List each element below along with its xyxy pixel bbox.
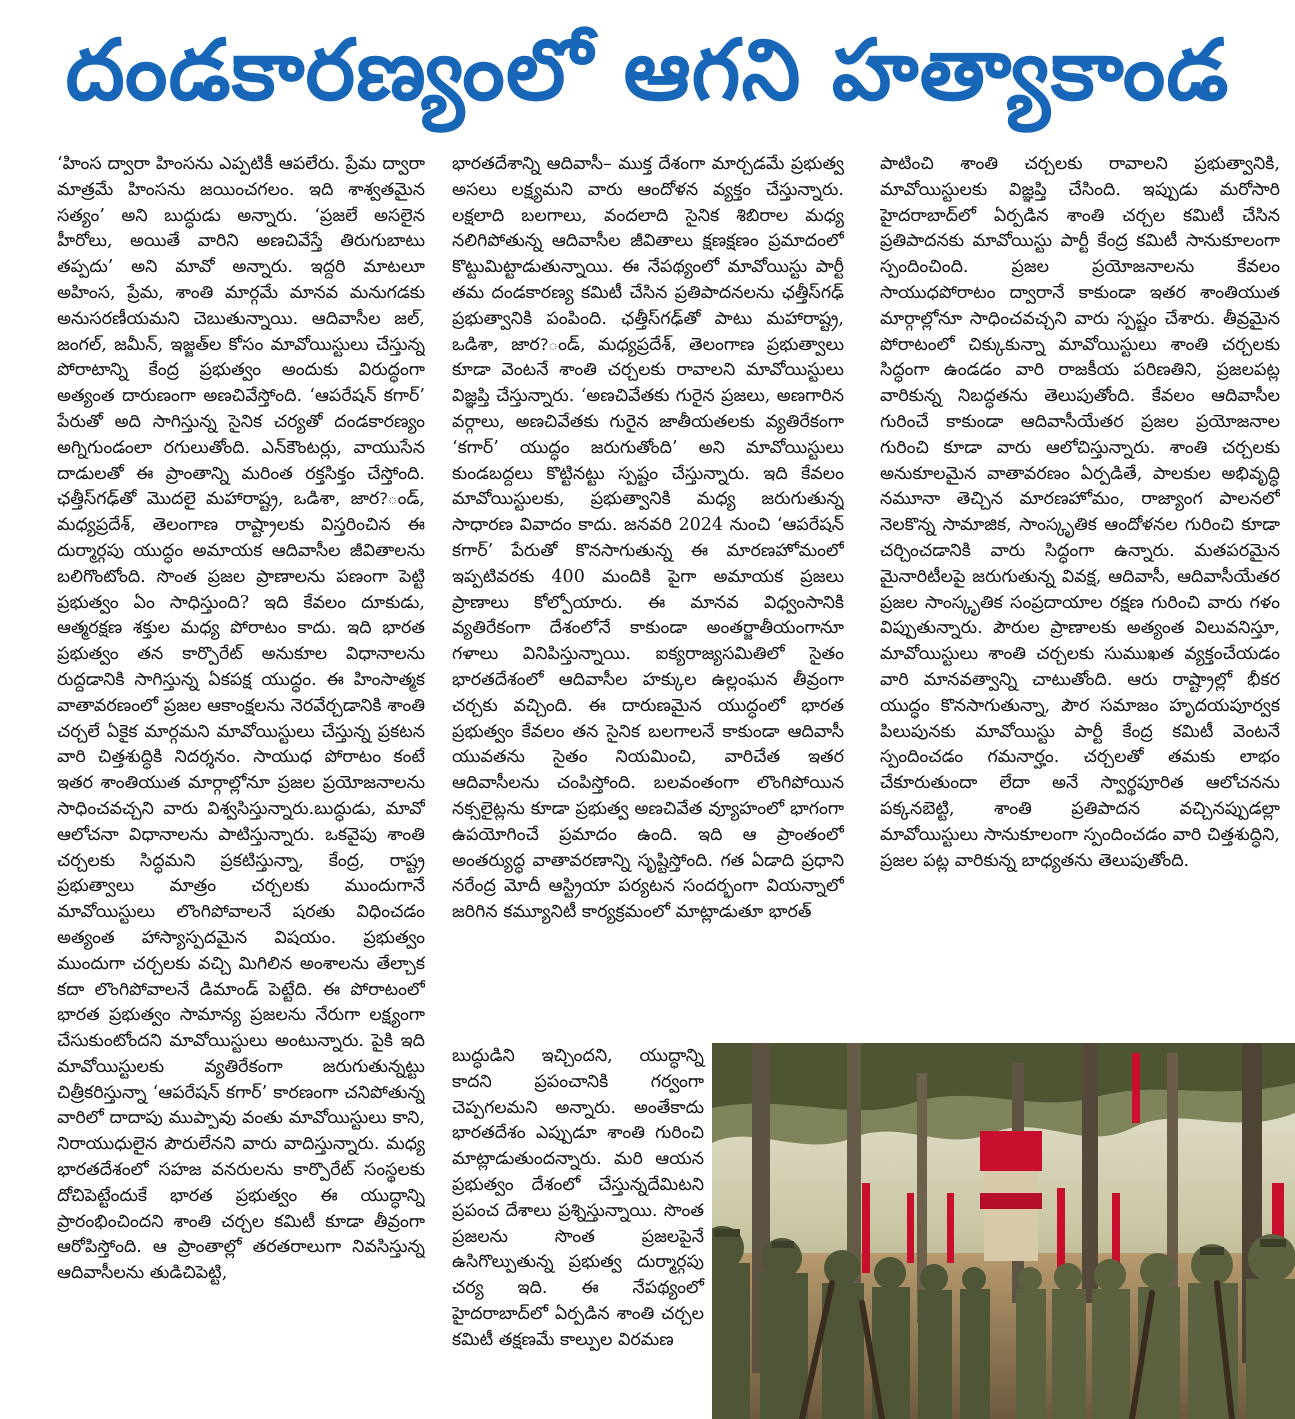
- article-column-2-bottom: [452, 1044, 704, 1414]
- news-photo-forest-gathering: [712, 1043, 1295, 1419]
- article-text-column-2-bottom: బుద్ధుడిని ఇచ్చిందని, యుద్ధాన్ని కాదని ప్రపంచానికి గర్వంగా చెప్పగలమని అన్నారు. అంతేకాదు భారతదేశం ఎప్పుడూ శాంతి గురించి మాట్లాడుతుందన్నారు. మరి ఆయన ప్రభుత్వం దేశంలో చేస్తున్నదేమిటని ప్రపంచ దేశాలు ప్రశ్నిస్తున్నాయి. సొంత ప్రజలను సొంత ప్రజలపైనే ఉసిగొల్పుతున్న ప్రభుత్వ దుర్మార్గపు చర్య ఇది. ఈ నేపథ్యంలో హైదరాబాద్‌లో ఏర్పడిన శాంతి చర్చల కమిటీ తక్షణమే కాల్పుల విరమణ: [452, 1046, 704, 1350]
- article-text-column-2-top: భారతదేశాన్ని ఆదివాసీ– ముక్త దేశంగా మార్చడమే ప్రభుత్వ అసలు లక్ష్యమని వారు ఆందోళన వ్యక్తం చేస్తున్నారు. లక్షలాది బలగాలు, వందలాది సైనిక శిబిరాల మధ్య నలిగిపోతున్న ఆదివాసీల జీవితాలు క్షణక్షణం ప్రమాదంలో కొట్టుమిట్టాడుతున్నాయి. ఈ నేపథ్యంలో మావోయిస్టు పార్టీ తమ దండకారణ్య కమిటీ చేసిన ప్రతిపాదనలను ఛత్తీస్‌గఢ్ ప్రభుత్వానికి పంపింది. ఛత్తీస్‌గఢ్‌తో పాటు మహారాష్ట్ర, ఒడిశా, జార?ండ్, మధ్యప్రదేశ్, తెలంగాణ ప్రభుత్వాలు కూడా వెంటనే శాంతి చర్చలకు రావాలని మావోయిస్టులు విజ్ఞప్తి చేస్తున్నారు. ‘అణచివేతకు గురైన ప్రజలు, అణగారిన వర్గాలు, అణచివేతకు గురైన జాతీయతలకు వ్యతిరేకంగా ‘కగార్’ యుద్ధం జరుగుతోంది’ అని మావోయిస్టులు కుండబద్దలు కొట్టినట్టు స్పష్టం చేస్తున్నారు. ఇది కేవలం మావోయిస్టులకు, ప్రభుత్వానికి మధ్య జరుగుతున్న సాధారణ వివాదం కాదు. జనవరి 2024 నుంచి ‘ఆపరేషన్ కగార్’ పేరుతో కొనసాగుతున్న ఈ మారణహోమంలో ఇప్పటివరకు 400 మందికి పైగా అమాయక ప్రజలు ప్రాణాలు కోల్పోయారు. ఈ మానవ విధ్వంసానికి వ్యతిరేకంగా దేశంలోనే కాకుండా అంతర్జాతీయంగానూ గళాలు వినిపిస్తున్నాయి. ఐక్యరాజ్యసమితిలో సైతం భారతదేశంలో ఆదివాసీల హక్కుల ఉల్లంఘన తీవ్రంగా చర్చకు వచ్చింది. ఈ దారుణమైన యుద్ధంలో భారత ప్రభుత్వం కేవలం తన సైనిక బలగాలనే కాకుండా ఆదివాసీ యువతను సైతం నియమించి, వారిచేత ఇతర ఆదివాసీలను చంపిస్తోంది. బలవంతంగా లొంగిపోయిన నక్సలైట్లను కూడా ప్రభుత్వ అణచివేత వ్యూహంలో భాగంగా ఉపయోగించే ప్రమాదం ఉంది. ఇది ఆ ప్రాంతంలో అంతర్యుద్ధ వాతావరణాన్ని సృష్టిస్తోంది. గత ఏడాది ప్రధాని నరేంద్ర మోదీ ఆస్ట్రియా పర్యటన సందర్భంగా వియన్నాలో జరిగిన కమ్యూనిటీ కార్యక్రమంలో మాట్లాడుతూ భారత్: [452, 154, 844, 923]
- photo-illustration: [712, 1043, 1295, 1419]
- article-text-column-3: పాటించి శాంతి చర్చలకు రావాలని ప్రభుత్వానికి, మావోయిస్టులకు విజ్ఞప్తి చేసింది. ఇప్పుడు మరోసారి హైదరాబాద్‌లో ఏర్పడిన శాంతి చర్చల కమిటీ చేసిన ప్రతిపాదనకు మావోయిస్టు పార్టీ కేంద్ర కమిటీ సానుకూలంగా స్పందించింది. ప్రజల ప్రయోజనాలను కేవలం సాయుధపోరాటం ద్వారానే కాకుండా ఇతర శాంతియుత మార్గాల్లోనూ సాధించవచ్చని వారు స్పష్టం చేశారు. తీవ్రమైన పోరాటంలో చిక్కుకున్నా మావోయిస్టులు శాంతి చర్చలకు సిద్ధంగా ఉండడం వారి రాజకీయ పరిణతిని, ప్రజలపట్ల వారికున్న నిబద్ధతను తెలుపుతోంది. కేవలం ఆదివాసీల గురించే కాకుండా ఆదివాసీయేతర ప్రజల ప్రయోజనాల గురించి కూడా వారు ఆలోచిస్తున్నారు. శాంతి చర్చలకు అనుకూలమైన వాతావరణం ఏర్పడితే, పాలకుల అభివృద్ధి నమూనా తెచ్చిన మారణహోమం, రాజ్యాంగ పాలనలో నెలకొన్న సామాజిక, సాంస్కృతిక ఆందోళనల గురించి కూడా చర్చించడానికి వారు సిద్ధంగా ఉన్నారు. మతపరమైన మైనారిటీలపై జరుగుతున్న వివక్ష, ఆదివాసీ, ఆదివాసీయేతర ప్రజల సాంస్కృతిక సంప్రదాయాల రక్షణ గురించి వారు గళం విప్పుతున్నారు. పౌరుల ప్రాణాలకు అత్యంత విలువనిస్తూ, మావోయిస్టులు శాంతి చర్చలకు సుముఖత వ్యక్తంచేయడం వారి మానవత్వాన్ని చాటుతోంది. ఆరు రాష్ట్రాల్లో భీకర యుద్ధం కొనసాగుతున్నా, పౌర సమాజం హృదయపూర్వక పిలుపునకు మావోయిస్టు పార్టీ కేంద్ర కమిటీ వెంటనే స్పందించడం గమనార్హం. చర్చలతో తమకు లాభం చేకూరుతుందా లేదా అనే స్వార్థపూరిత ఆలోచనను పక్కనబెట్టి, శాంతి ప్రతిపాదన వచ్చినప్పుడల్లా మావోయిస్టులు సానుకూలంగా స్పందించడం వారి చిత్తశుద్ధిని, ప్రజల పట్ల వారికున్న బాధ్యతను తెలుపుతోంది.: [880, 154, 1280, 871]
- article-column-2-top: [452, 152, 844, 1042]
- article-column-3: [880, 152, 1280, 1024]
- article-column-1: [57, 152, 425, 1414]
- article-text-column-1: ‘హింస ద్వారా హింసను ఎప్పటికీ ఆపలేరు. ప్రేమ ద్వారా మాత్రమే హింసను జయించగలం. ఇది శాశ్వతమైన సత్యం’ అని బుద్ధుడు అన్నారు. ‘ప్రజలే అసలైన హీరోలు, అయితే వారిని అణచివేస్తే తిరుగుబాటు తప్పదు’ అని మావో అన్నారు. ఇద్దరి మాటలూ అహింస, ప్రేమ, శాంతి మార్గమే మానవ మనుగడకు అనుసరణీయమని చెబుతున్నాయి. ఆదివాసీల జల్, జంగల్, జమీన్, ఇజ్జత్‌ల కోసం మావోయిస్టులు చేస్తున్న పోరాటాన్ని కేంద్ర ప్రభుత్వం అందుకు విరుద్ధంగా అత్యంత దారుణంగా అణచివేస్తోంది. ‘ఆపరేషన్ కగార్’ పేరుతో అది సాగిస్తున్న సైనిక చర్యతో దండకారణ్యం అగ్నిగుండంలా రగులుతోంది. ఎన్‌కౌంటర్లు, వాయుసేన దాడులతో ఈ ప్రాంతాన్ని మరింత రక్తసిక్తం చేస్తోంది. ఛత్తీస్‌గఢ్‌తో మొదలై మహారాష్ట్ర, ఒడిశా, జార?ండ్, మధ్యప్రదేశ్, తెలంగాణ రాష్ట్రాలకు విస్తరించిన ఈ దుర్మార్గపు యుద్ధం అమాయక ఆదివాసీల జీవితాలను బలిగొంటోంది. సొంత ప్రజల ప్రాణాలను పణంగా పెట్టి ప్రభుత్వం ఏం సాధిస్తుంది? ఇది కేవలం దూకుడు, ఆత్మరక్షణ శక్తుల మధ్య పోరాటం కాదు. ఇది భారత ప్రభుత్వం తన కార్పొరేట్ అనుకూల విధానాలను రుద్దడానికి సాగిస్తున్న ఏకపక్ష యుద్ధం. ఈ హింసాత్మక వాతావరణంలో ప్రజల ఆకాంక్షలను నెరవేర్చడానికి శాంతి చర్చలే ఏకైక మార్గమని మావోయిస్టులు చేస్తున్న ప్రకటన వారి చిత్తశుద్ధికి నిదర్శనం. సాయుధ పోరాటం కంటే ఇతర శాంతియుత మార్గాల్లోనూ ప్రజల ప్రయోజనాలను సాధించవచ్చని వారు విశ్వసిస్తున్నారు.బుద్ధుడు, మావో ఆలోచనా విధానాలను పాటిస్తున్నారు. ఒకవైపు శాంతి చర్చలకు సిద్ధమని ప్రకటిస్తున్నా, కేంద్ర, రాష్ట్ర ప్రభుత్వాలు మాత్రం చర్చలకు ముందుగానే మావోయిస్టులు లొంగిపోవాలనే షరతు విధించడం అత్యంత హాస్యాస్పదమైన విషయం. ప్రభుత్వం ముందుగా చర్చలకు వచ్చి మిగిలిన అంశాలను తేల్చాక కదా లొంగిపోవాలనే డిమాండ్ పెట్టేది. ఈ పోరాటంలో భారత ప్రభుత్వం సామాన్య ప్రజలను నేరుగా లక్ష్యంగా చేసుకుంటోందని మావోయిస్టులు అంటున్నారు. పైకి ఇది మావోయిస్టులకు వ్యతిరేకంగా జరుగుతున్నట్టు చిత్రీకరిస్తున్నా ‘ఆపరేషన్ కగార్’ కారణంగా చనిపోతున్న వారిలో దాదాపు ముప్పావు వంతు మావోయిస్టులు కాని, నిరాయుధులైన పౌరులేనని వారు వాదిస్తున్నారు. మధ్య భారతదేశంలో సహజ వనరులను కార్పొరేట్ సంస్థలకు దోచిపెట్టేందుకే భారత ప్రభుత్వం ఈ యుద్ధాన్ని ప్రారంభించిందని శాంతి చర్చల కమిటీ కూడా తీవ్రంగా ఆరోపిస్తోంది. ఆ ప్రాంతాల్లో తరతరాలుగా నివసిస్తున్న ఆదివాసీలను తుడిచిపెట్టి,: [57, 154, 425, 1284]
- headline: దండకారణ్యంలో ఆగని హత్యాకాండ: [65, 21, 1230, 119]
